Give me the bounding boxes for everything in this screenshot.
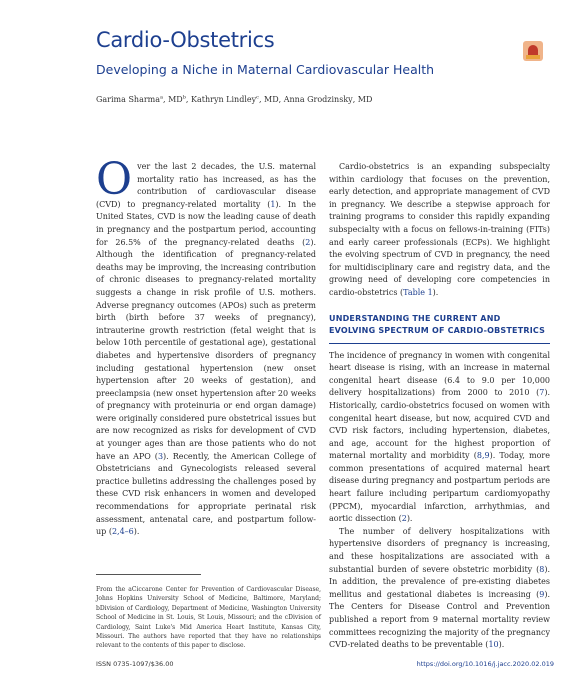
- badge-bar: [526, 55, 540, 59]
- text-run: The number of delivery hospitalizations with hypertensive disorders of pregnancy is increasing, and these hospitalizations are associated with a substantial burden of severe obstetric morbidity (: [329, 526, 550, 574]
- text-run: ). Today, more common presentations of acquired maternal heart disease during pregnancy and postpartum periods are heart failure including peripartum cardiomyopathy (PPCM), myocardial infarction, arrhythmias, and aortic dissection (: [329, 451, 550, 524]
- reference-link[interactable]: 10: [488, 640, 499, 650]
- right-column: [329, 161, 550, 652]
- affiliation-mark: c: [256, 94, 259, 100]
- intro-paragraph: [96, 154, 316, 539]
- article-subtitle: Developing a Niche in Maternal Cardiovascular Health: [96, 62, 435, 77]
- reference-link[interactable]: 7: [539, 388, 545, 398]
- left-column: [96, 154, 316, 539]
- heading-divider: [329, 343, 550, 344]
- text-run: ). Recently, the American College of Obstetricians and Gynecologists released several practice bulletins addressing the challenges posed by these CVD risk enhancers in women and developed recommendations for appropriate perinatal risk assessment, antenatal care, and postpartum follow-up (: [96, 451, 316, 537]
- author-name: MD: [168, 94, 183, 104]
- text-run: The incidence of pregnancy in women with congenital heart disease is rising, with an increase in maternal congenital heart disease (6.4 to 9.0 per 10,000 delivery hospitalizations) from 2000 to 2010 (: [329, 350, 550, 398]
- author-name: Anna Grodzinsky: [283, 94, 353, 104]
- text-run: ).: [133, 527, 140, 537]
- body-paragraph: [329, 350, 550, 526]
- body-paragraph: [329, 526, 550, 652]
- text-run: ). Although the identification of pregnancy-related deaths may be improving, the increasing contribution of chronic diseases to pregnancy-related mortality suggests a change in risk profile of U.S. mothers. Adverse pregnancy outcomes (APOs) such as preterm birth (birth before 37 weeks of pregnancy), intrauterine growth restriction (fetal weight that is below 10th percentile of gestational age), gestational diabetes and hypertensive disorders of pregnancy including gestational hypertension (new onset hypertension after 20 weeks of gestation), and preeclampsia (new onset hypertension after 20 weeks of pregnancy with proteinuria or end organ damage) were originally considered pure obstetrical issues but are now recognized as risks for development of CVD at younger ages than are those patients who do not have an APO (: [96, 237, 316, 461]
- author-names: Garima Sharma$^a$, $MD^b$, Kathryn Lindley$^c$, MD, Anna Grodzinsky, MD: [96, 94, 373, 104]
- heading-line: UNDERSTANDING THE CURRENT AND: [329, 313, 501, 323]
- author-name: Kathryn Lindley: [191, 94, 257, 104]
- author-line: [96, 94, 372, 104]
- affiliation-mark: b: [182, 94, 186, 100]
- affiliation-footnote: From the aCiccarone Center for Prevention of Cardiovascular Disease, Johns Hopkins University School of Medicine, Baltimore, Maryland; bDivision of Cardiology, Department of Medicine, Washington University School of Medicine in St. Louis, St Louis, Missouri; and the cDivision of Cardiology, Saint Luke's Mid America Heart Institute, Kansas City, Missouri. The authors have reported that they have no relationships relevant to the contents of this paper to disclose.: [96, 586, 321, 650]
- footnote-divider: [96, 574, 201, 575]
- reference-link[interactable]: 2,4–6: [111, 527, 134, 537]
- journal-badge-icon[interactable]: [523, 41, 543, 61]
- text-run: ).: [498, 640, 505, 650]
- author-name: MD: [264, 94, 279, 104]
- text-run: ). In the United States, CVD is now the leading cause of death in pregnancy and the postpartum period, accounting for 26.5% of the pregnancy-related deaths (: [96, 199, 316, 247]
- section-heading: [329, 313, 550, 337]
- doi-link[interactable]: https://doi.org/10.1016/j.jacc.2020.02.019: [416, 660, 554, 668]
- overview-paragraph: [329, 161, 550, 300]
- reference-link[interactable]: 2: [401, 514, 407, 524]
- drop-cap: O: [96, 154, 133, 205]
- author-name: MD: [357, 94, 373, 104]
- text-run: ver the last 2 decades, the U.S. maternal mortality ratio has increased, as has the contribution of cardiovascular disease (CVD) to pregnancy-related mortality (: [96, 162, 316, 209]
- heading-line: EVOLVING SPECTRUM OF CARDIO-OBSTETRICS: [329, 325, 546, 335]
- article-title: Cardio-Obstetrics: [96, 28, 275, 52]
- reference-link[interactable]: 2: [305, 237, 311, 247]
- text-run: ). The Centers for Disease Control and Prevention published a report from 9 maternal mortality review committees recognizing the majority of the pregnancy CVD-related deaths to be preventable (: [329, 589, 550, 650]
- table-reference-link[interactable]: Table 1: [403, 287, 433, 297]
- text-run: ).: [432, 287, 439, 297]
- reference-link[interactable]: 8: [539, 564, 545, 574]
- reference-link[interactable]: 9: [539, 589, 545, 599]
- text-run: ).: [406, 514, 413, 524]
- author-name: Garima Sharma: [96, 94, 161, 104]
- reference-link[interactable]: 3: [157, 451, 164, 461]
- text-run: ). Historically, cardio-obstetrics focused on women with congenital heart disease, but now, acquired CVD and CVD risk factors, including hypertension, diabetes, and age, account for the highest proportion of maternal mortality and morbidity (: [329, 388, 550, 461]
- reference-link[interactable]: 8,9: [476, 451, 490, 461]
- text-run: Cardio-obstetrics is an expanding subspecialty within cardiology that focuses on the prevention, early detection, and appropriate management of CVD in pregnancy. We describe a stepwise approach for training programs to consider this rapidly expanding subspecialty with a focus on fellows-in-training (FITs) and early career professionals (ECPs). We highlight the evolving spectrum of CVD in pregnancy, the need for multidisciplinary care and registry data, and the growing need of developing core competencies in cardio-obstetrics (: [329, 162, 550, 297]
- text-run: ). In addition, the prevalence of pre-existing diabetes mellitus and gestational diabetes is increasing (: [329, 564, 550, 599]
- affiliation-mark: a: [160, 94, 164, 100]
- reference-link[interactable]: 1: [270, 199, 276, 209]
- issn-label: ISSN 0735-1097/$36.00: [96, 660, 174, 668]
